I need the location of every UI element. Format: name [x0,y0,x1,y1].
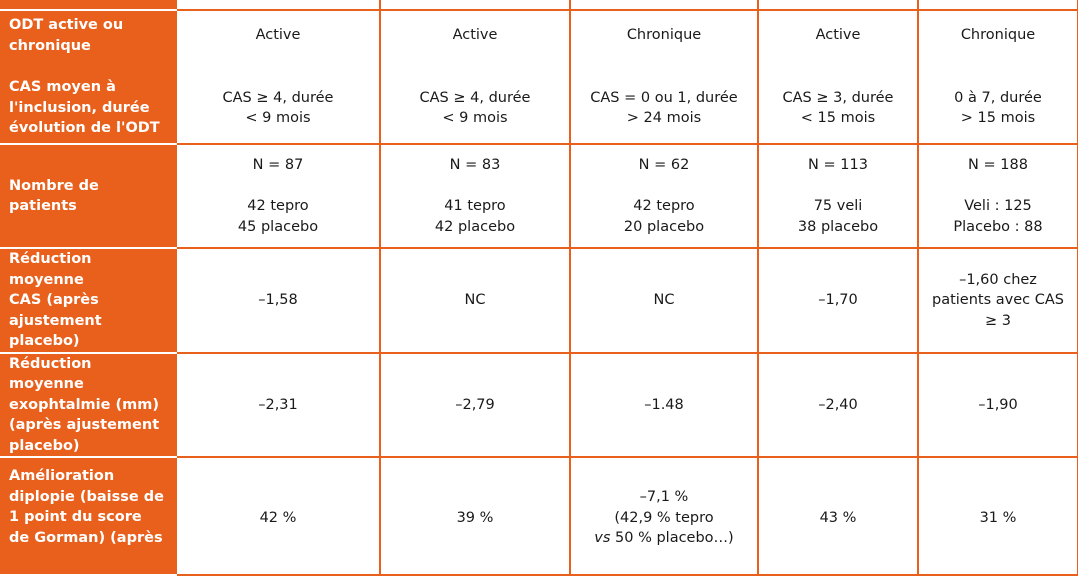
cell-odt-4: Active CAS ≥ 3, durée < 15 mois [758,10,918,144]
cell-patients-3: N = 62 42 tepro 20 placebo [570,144,758,248]
cell-cas-4: –1,70 [758,248,918,353]
cell-odt-1: Active CAS ≥ 4, durée < 9 mois [176,10,380,144]
cell-cas-2: NC [380,248,570,353]
cell-cas-1: –1,58 [176,248,380,353]
table-row-diplopie [0,457,1078,575]
cell-diplo-5: 31 % [918,457,1078,575]
cell [918,0,1078,10]
cell-exo-2: –2,79 [380,353,570,458]
cell-odt-3: Chronique CAS = 0 ou 1, durée > 24 mois [570,10,758,144]
row-header-exophtalmie: Réduction moyenne exophtalmie (mm) (après ajustement placebo) [0,353,176,458]
row-header-diplopie: Amélioration diplopie (baisse de 1 point du score de Gorman) (après [0,457,176,575]
cell-exo-3: –1.48 [570,353,758,458]
cell [758,0,918,10]
cell-cas-3: NC [570,248,758,353]
cell [176,0,380,10]
cell [380,0,570,10]
table-row-top-cut [0,0,1078,10]
cell-odt-5: Chronique 0 à 7, durée > 15 mois [918,10,1078,144]
row-header-patients: Nombre de patients [0,144,176,248]
table-row-exophtalmie [0,353,1078,458]
cell-diplo-1: 42 % [176,457,380,575]
cell [570,0,758,10]
row-header-cut [0,0,176,10]
row-header-cas: Réduction moyenne CAS (après ajustement placebo) [0,248,176,353]
cell-patients-5: N = 188 Veli : 125 Placebo : 88 [918,144,1078,248]
cell-patients-1: N = 87 42 tepro 45 placebo [176,144,380,248]
cell-exo-1: –2,31 [176,353,380,458]
row-header-odt: ODT active ou chronique CAS moyen à l'inclusion, durée évolution de l'ODT [0,10,176,144]
cell-diplo-3: –7,1 % (42,9 % tepro vs 50 % placebo…) [570,457,758,575]
cell-exo-4: –2,40 [758,353,918,458]
cell-odt-2: Active CAS ≥ 4, durée < 9 mois [380,10,570,144]
cell-diplo-4: 43 % [758,457,918,575]
table-row-cas [0,248,1078,353]
cell-patients-2: N = 83 41 tepro 42 placebo [380,144,570,248]
cell-exo-5: –1,90 [918,353,1078,458]
table-row-odt [0,10,1078,144]
table-row-patients [0,144,1078,248]
cell-diplo-2: 39 % [380,457,570,575]
cell-patients-4: N = 113 75 veli 38 placebo [758,144,918,248]
cell-cas-5: –1,60 chez patients avec CAS ≥ 3 [918,248,1078,353]
